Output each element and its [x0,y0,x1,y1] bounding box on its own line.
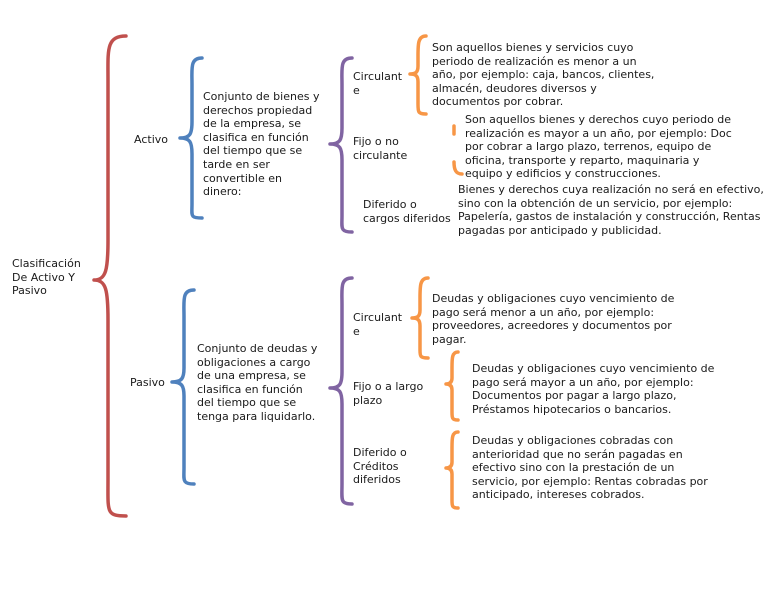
pasivo-fijo-label: Fijo o a largo plazo [353,380,424,407]
pasivo-label: Pasivo [130,376,165,389]
pasivo-diferido-description: Deudas y obligaciones cobradas con anterioridad que no serán pagadas en efectivo sino con la prestación de un servicio, por ejemplo: Rentas cobradas por anticipado, intereses cobrados. [472,434,708,502]
pasivo-circulante-brace [412,278,428,358]
activo-fijo-label: Fijo o no circulante [353,135,408,162]
activo-description: Conjunto de bienes y derechos propiedad de la empresa, se clasifica en función del tiempo que se tarde en ser convertible en dinero: [203,90,320,199]
activo-circulante-label: Circulant e [353,70,403,97]
pasivo-fijo-brace [446,352,458,420]
pasivo-circulante-label: Circulant e [353,311,403,338]
activo-fijo-brace [454,126,462,174]
pasivo-diferido-brace [446,432,458,508]
activo-label: Activo [134,133,168,146]
pasivo-circulante-description: Deudas y obligaciones cuyo vencimiento de pago será menor a un año, por ejemplo: proveedores, acreedores y documentos por pagar. [432,292,675,346]
root-label: Clasificación De Activo Y Pasivo [12,257,81,298]
pasivo-description: Conjunto de deudas y obligaciones a cargo de una empresa, se clasifica en función del tiempo que se tenga para liquidarlo. [197,342,318,423]
activo-circulante-description: Son aquellos bienes y servicios cuyo periodo de realización es menor a un año, por ejemplo: caja, bancos, clientes, almacén, deudores diversos y documentos por cobrar. [432,41,655,109]
activo-diferido-label: Diferido o cargos diferidos [363,198,451,225]
activo-fijo-description: Son aquellos bienes y derechos cuyo periodo de realización es mayor a un año, por ejemplo: Doc por cobrar a largo plazo, terrenos, equipo de oficina, transporte y reparto, maquinaria y equipo y edificios y construcciones. [465,113,732,181]
activo-brace [180,58,202,218]
pasivo-fijo-description: Deudas y obligaciones cuyo vencimiento de pago será mayor a un año, por ejemplo: Documentos por pagar a largo plazo, Préstamos hipotecarios o bancarios. [472,362,715,416]
activo-circulante-brace [410,36,426,114]
activo-diferido-description: Bienes y derechos cuya realización no será en efectivo, sino con la obtención de un servicio, por ejemplo: Papelería, gastos de instalación y construcción, Rentas pagadas por anticipado y publicidad. [458,183,764,237]
activo-sub-brace [330,58,352,232]
pasivo-brace [172,290,194,484]
pasivo-diferido-label: Diferido o Créditos diferidos [353,446,407,487]
